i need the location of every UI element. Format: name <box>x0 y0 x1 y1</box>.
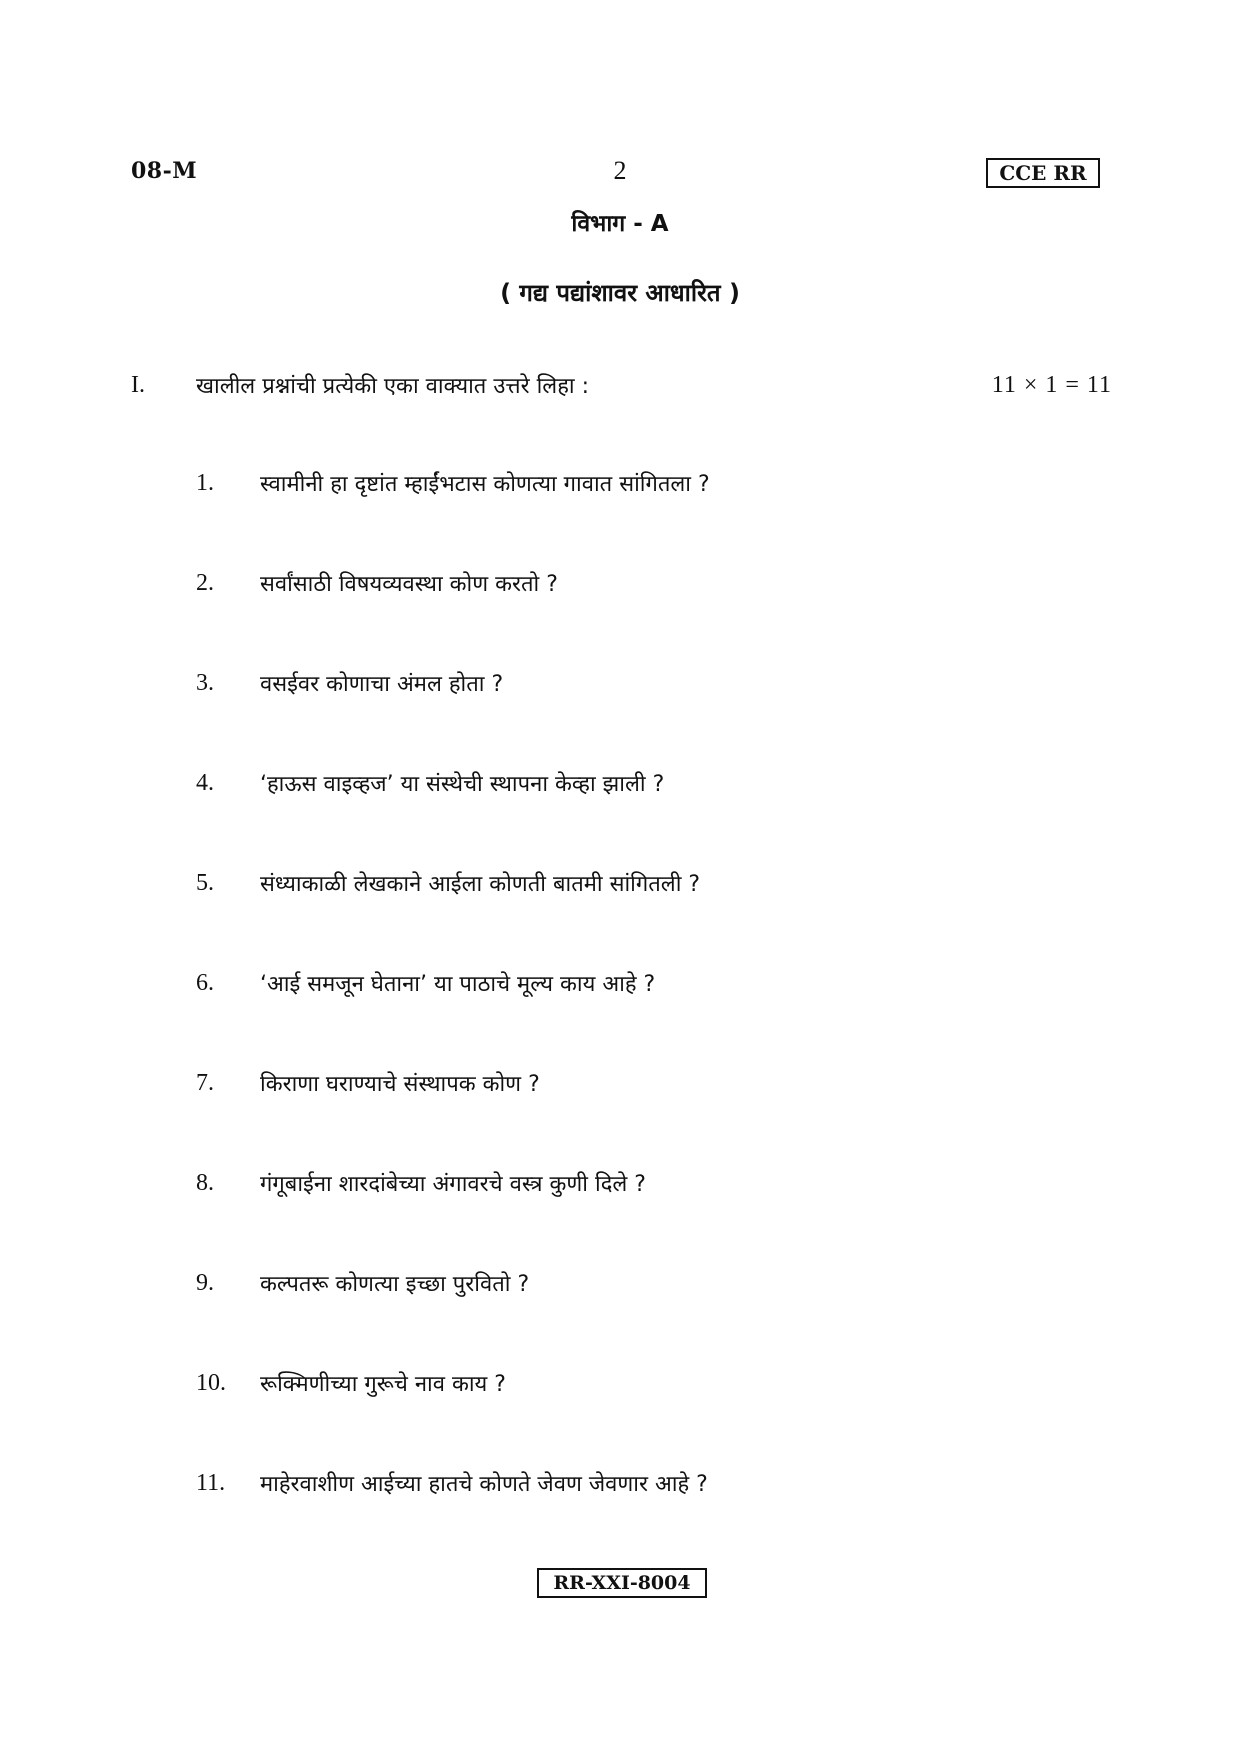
section-subtitle: ( गद्य पद्यांशावर आधारित ) <box>500 279 740 307</box>
question-text: माहेरवाशीण आईच्या हातचे कोणते जेवण जेवणार आहे ? <box>260 1472 708 1497</box>
question-item <box>196 770 1096 870</box>
question-text: कल्पतरू कोणत्या इच्छा पुरवितो ? <box>260 1272 530 1297</box>
question-item <box>196 1370 1096 1470</box>
question-number: 5. <box>196 870 214 896</box>
question-text: सर्वांसाठी विषयव्यवस्था कोण करतो ? <box>260 572 558 597</box>
question-text: स्वामीनी हा दृष्टांत म्हाईंभटास कोणत्या गावात सांगितला ? <box>260 472 710 497</box>
question-text: गंगूबाईना शारदांबेच्या अंगावरचे वस्त्र कुणी दिले ? <box>260 1172 646 1197</box>
question-text: ‘हाऊस वाइव्हज’ या संस्थेची स्थापना केव्हा झाली ? <box>260 772 665 797</box>
question-number: 1. <box>196 470 214 496</box>
question-number: 2. <box>196 570 214 596</box>
section-title: विभाग - A <box>571 211 669 237</box>
question-text: किराणा घराण्याचे संस्थापक कोण ? <box>260 1072 540 1097</box>
question-item <box>196 570 1096 670</box>
question-list <box>196 470 1096 1570</box>
question-item <box>196 1270 1096 1370</box>
question-number: 7. <box>196 1070 214 1096</box>
question-text: रूक्मिणीच्या गुरूचे नाव काय ? <box>260 1372 506 1397</box>
question-number: 6. <box>196 970 214 996</box>
question-item <box>196 470 1096 570</box>
question-item <box>196 970 1096 1070</box>
question-number: 3. <box>196 670 214 696</box>
question-text: ‘आई समजून घेताना’ या पाठाचे मूल्य काय आहे ? <box>260 972 656 997</box>
question-text: संध्याकाळी लेखकाने आईला कोणती बातमी सांगितली ? <box>260 872 701 897</box>
question-item <box>196 1170 1096 1270</box>
footer-code-box: RR-XXI-8004 <box>537 1568 707 1598</box>
question-number: 11. <box>196 1470 226 1496</box>
question-marks: 11 × 1 = 11 <box>991 372 1112 398</box>
question-roman-number: I. <box>131 372 145 398</box>
question-item <box>196 1070 1096 1170</box>
question-number: 8. <box>196 1170 214 1196</box>
question-number: 10. <box>196 1370 226 1396</box>
page-number: 2 <box>613 156 627 185</box>
question-item <box>196 1470 1096 1570</box>
question-instruction: खालील प्रश्नांची प्रत्येकी एका वाक्यात उत्तरे लिहा : <box>196 374 589 399</box>
question-item <box>196 870 1096 970</box>
exam-code-box: CCE RR <box>986 158 1100 188</box>
question-number: 4. <box>196 770 214 796</box>
question-number: 9. <box>196 1270 214 1296</box>
paper-code: 08-M <box>131 158 198 184</box>
question-item <box>196 670 1096 770</box>
question-text: वसईवर कोणाचा अंमल होता ? <box>260 672 504 697</box>
